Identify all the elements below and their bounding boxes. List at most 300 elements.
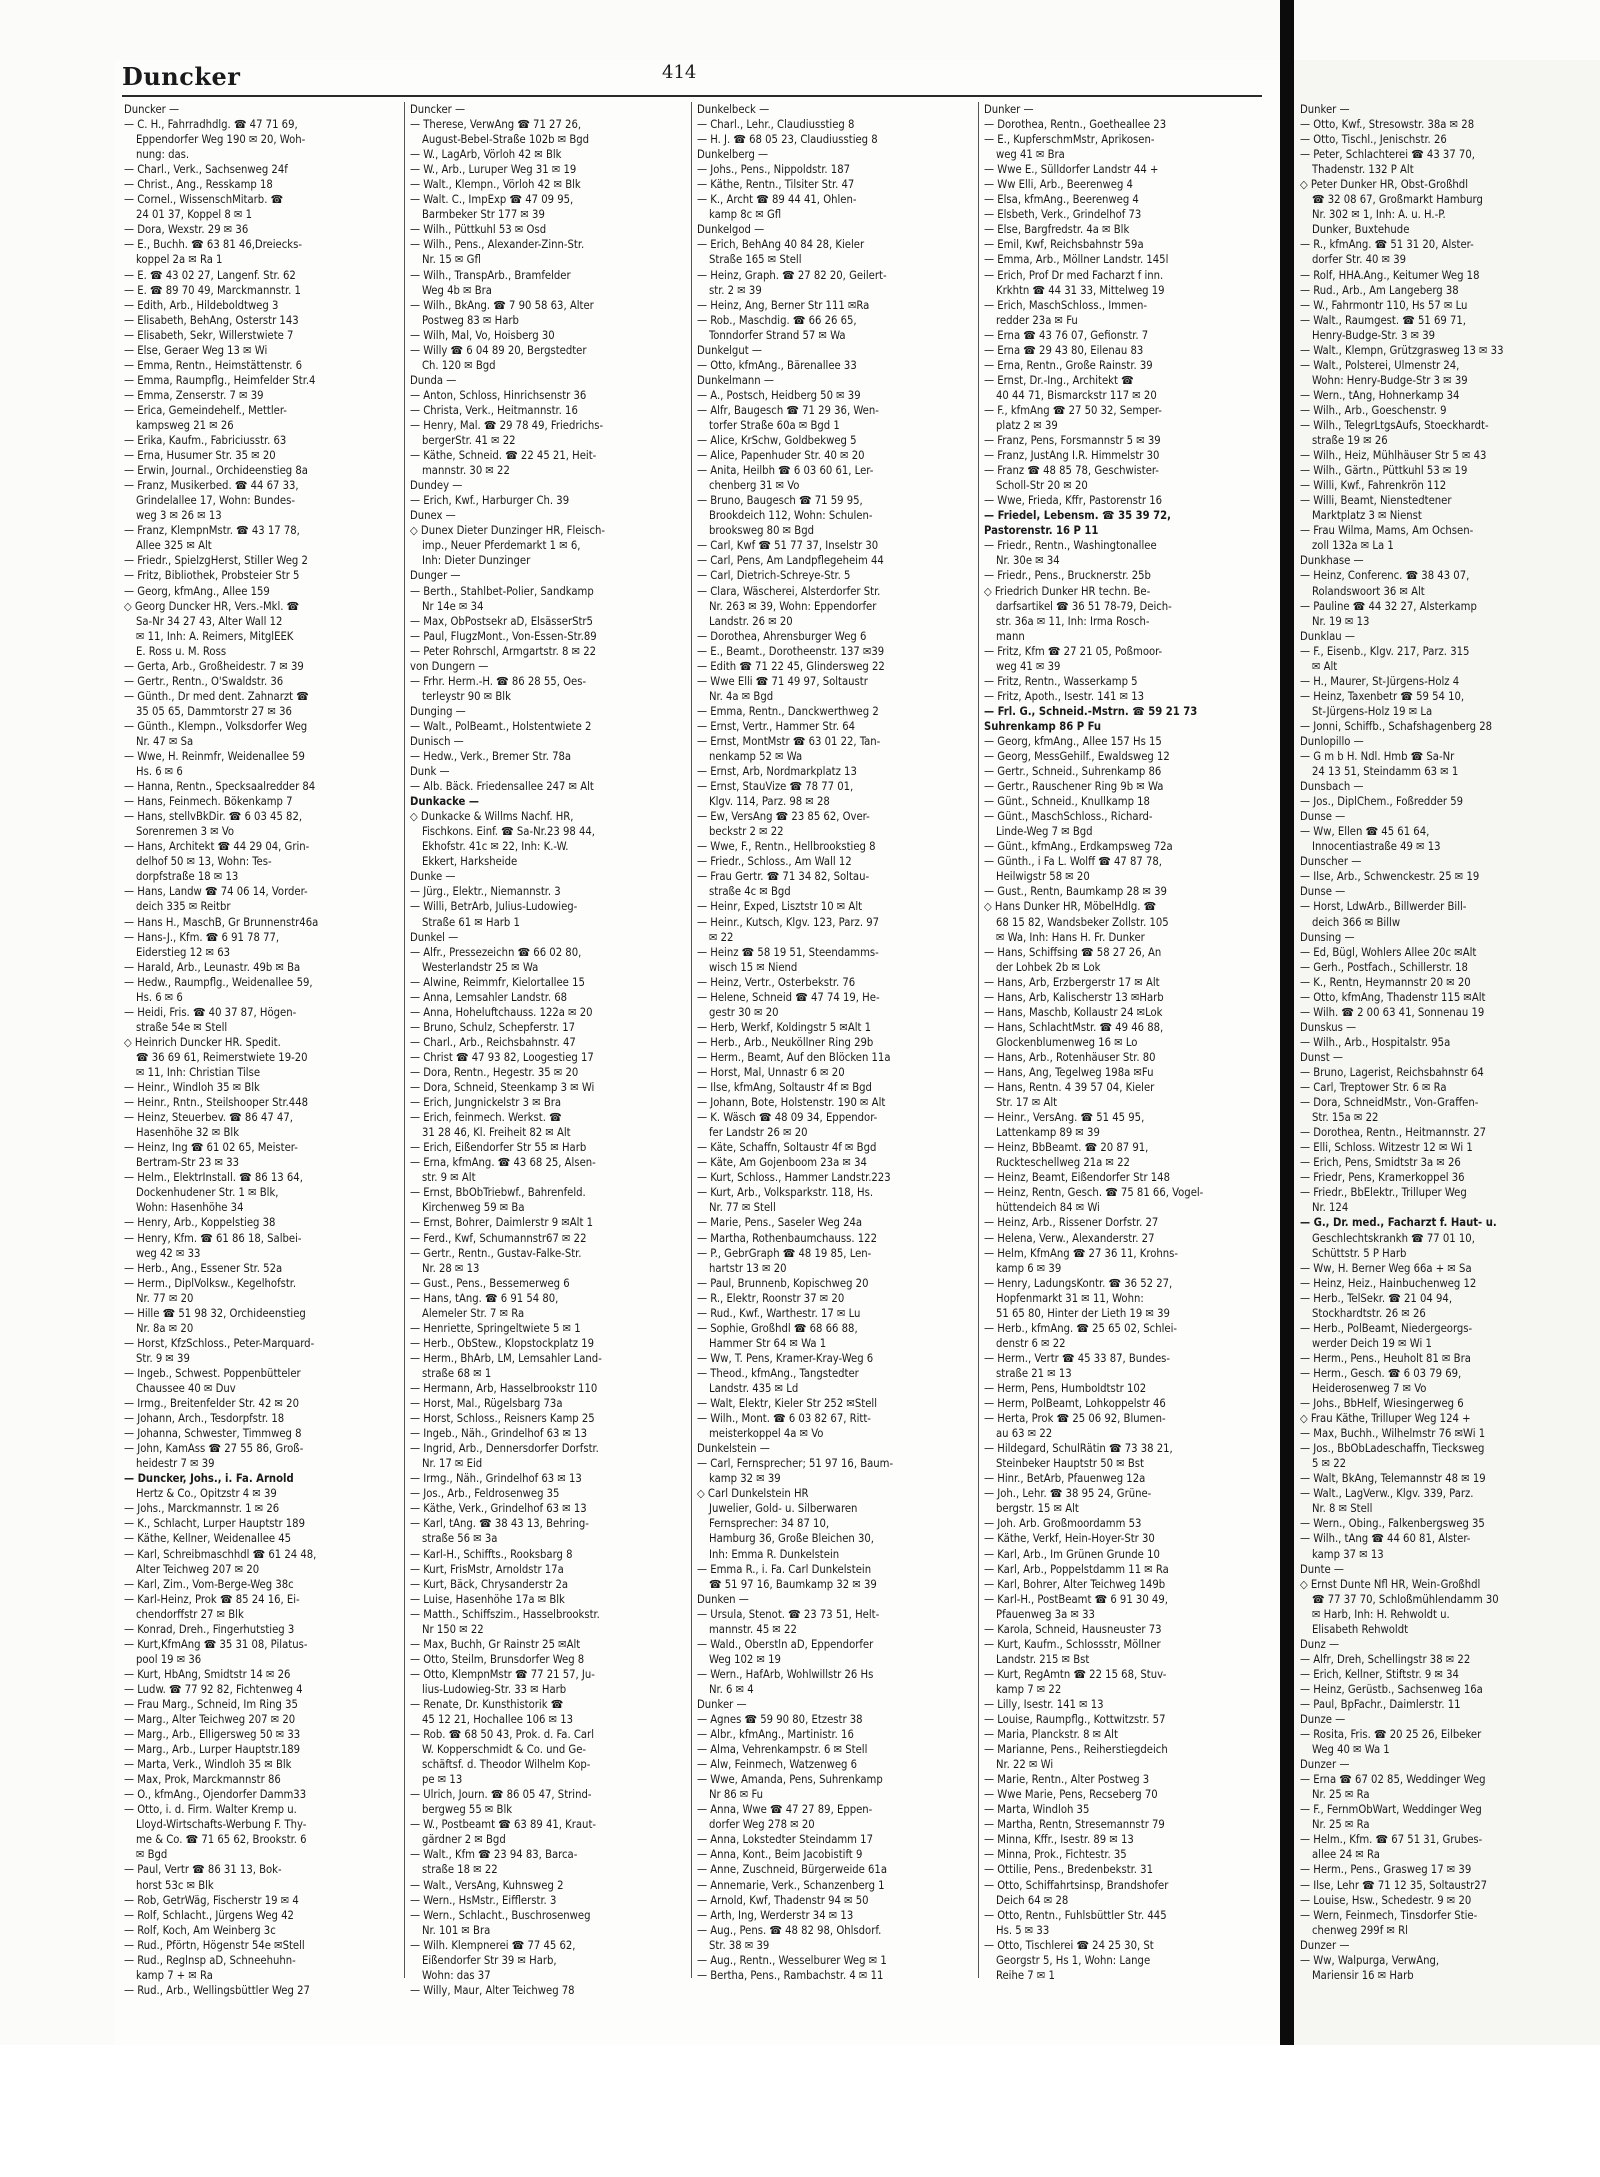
directory-entry: Eiderstieg 12 ✉ 63 — [136, 945, 231, 959]
surname-heading: Dunger — — [410, 569, 461, 583]
directory-entry: — A., Postsch, Heidberg 50 ✉ 39 — [697, 388, 861, 402]
directory-entry: — Ernst, Arb, Nordmarkplatz 13 — [697, 765, 857, 779]
directory-entry: E. Ross u. M. Ross — [136, 644, 227, 658]
directory-entry: Pastorenstr. 16 P 11 — [984, 524, 1099, 538]
surname-heading: Dunke — — [410, 870, 456, 884]
directory-entry: Geschlechtskrankh ☎ 77 01 10, — [1312, 1231, 1475, 1245]
directory-entry: — Erna ☎ 67 02 85, Weddinger Weg — [1300, 1773, 1486, 1787]
directory-entry: — Franz, Musikerbed. ☎ 44 67 33, — [124, 479, 299, 493]
directory-entry: — Dorothea, Rentn., Goetheallee 23 — [984, 118, 1167, 132]
directory-entry: gestr 30 ✉ 20 — [709, 1005, 779, 1019]
surname-heading: Dunisch — — [410, 734, 464, 748]
directory-entry: — E., KupferschmMstr, Aprikosen- — [984, 133, 1155, 147]
directory-entry: — W., Postbeamt ☎ 63 89 41, Kraut- — [410, 1818, 597, 1832]
directory-entry: Rolandswoort 36 ✉ Alt — [1312, 584, 1425, 598]
directory-entry: — Heinz, Ing ☎ 61 02 65, Meister- — [124, 1141, 298, 1155]
directory-entry: 35 05 65, Dammtorstr 27 ✉ 36 — [136, 704, 292, 718]
directory-entry: — Ernst, Vertr., Hammer Str. 64 — [697, 719, 856, 733]
directory-entry: — Emma, Rentn., Danckwerthweg 2 — [697, 704, 879, 718]
surname-heading: Dunker — — [697, 1697, 747, 1711]
directory-entry: Eißendorfer Str 39 ✉ Harb, — [422, 1953, 557, 1967]
directory-entry: Wohn: Henry-Budge-Str 3 ✉ 39 — [1312, 373, 1468, 387]
surname-heading: Dunkel — — [410, 930, 459, 944]
directory-entry: — Herb., kfmAng. ☎ 25 65 02, Schlei- — [984, 1321, 1178, 1335]
directory-entry: — Sophie, Großhdl ☎ 68 66 88, — [697, 1321, 858, 1335]
directory-entry: — Marg., Arb., Lurper Hauptstr.189 — [124, 1743, 301, 1757]
directory-entry: — Alfr., Pressezeichn ☎ 66 02 80, — [410, 945, 582, 959]
directory-entry: Chaussee 40 ✉ Duv — [136, 1381, 236, 1395]
directory-entry: St-Jürgens-Holz 19 ✉ La — [1312, 704, 1433, 718]
surname-heading: Dunkelgut — — [697, 343, 762, 357]
directory-entry: beckstr 2 ✉ 22 — [709, 825, 784, 839]
directory-entry: — Anita, Heilbh ☎ 6 03 60 61, Ler- — [697, 464, 874, 478]
directory-entry: 24 01 37, Koppel 8 ✉ 1 — [136, 208, 252, 222]
directory-entry: kampsweg 21 ✉ 26 — [136, 418, 234, 432]
directory-entry: — Anton, Schloss, Hinrichsenstr 36 — [410, 388, 587, 402]
directory-entry: — Herb., PolBeamt, Niedergeorgs- — [1300, 1321, 1473, 1335]
directory-entry: kamp 7 + ✉ Ra — [136, 1968, 213, 1982]
directory-entry: — Heinz, Conferenc. ☎ 38 43 07, — [1300, 569, 1470, 583]
directory-entry: — Elli, Schloss. Witzestr 12 ✉ Wi 1 — [1300, 1141, 1473, 1155]
directory-entry: Weg 40 ✉ Wa 1 — [1312, 1743, 1390, 1757]
directory-entry: lius-Ludowieg-Str. 33 ✉ Harb — [422, 1682, 567, 1696]
surname-heading: Dunzer — — [1300, 1938, 1350, 1952]
directory-entry: pe ✉ 13 — [422, 1773, 463, 1787]
directory-entry: — Jos., Arb., Feldrosenweg 35 — [410, 1487, 560, 1501]
directory-entry: — Aug., Pens. ☎ 48 82 98, Ohlsdorf. — [697, 1923, 882, 1937]
directory-entry: — Heidi, Fris. ☎ 40 37 87, Högen- — [124, 1005, 297, 1019]
directory-entry: — Friedr., SpielzgHerst, Stiller Weg 2 — [124, 554, 308, 568]
directory-entry: — Wilh., Arb., Goeschenstr. 9 — [1300, 403, 1447, 417]
directory-entry: ◇ Georg Duncker HR, Vers.-Mkl. ☎ — [124, 599, 300, 613]
surname-heading: Dunker — — [1300, 103, 1350, 116]
directory-entry: — Else, Bargfredstr. 4a ✉ Blk — [984, 223, 1130, 237]
directory-entry: straße 21 ✉ 13 — [996, 1366, 1072, 1380]
directory-entry: — Emma, Arb., Möllner Landstr. 145l — [984, 253, 1169, 267]
directory-entry: Nr. 22 ✉ Wi — [996, 1758, 1054, 1772]
directory-entry: — Willi, BetrArb, Julius-Ludowieg- — [410, 900, 578, 914]
directory-entry: Nr. 28 ✉ 13 — [422, 1261, 480, 1275]
directory-entry: wisch 15 ✉ Niend — [709, 960, 798, 974]
directory-entry: — Luise, Hasenhöhe 17a ✉ Blk — [410, 1592, 565, 1606]
directory-entry: Schüttstr. 5 P Harb — [1312, 1246, 1407, 1260]
directory-entry: — Bruno, Lagerist, Reichsbahnstr 64 — [1300, 1066, 1484, 1079]
binding-gutter — [1280, 0, 1294, 2177]
directory-entry: dorpfstraße 18 ✉ 13 — [136, 870, 239, 884]
directory-entry: — Ernst, Bohrer, Daimlerstr 9 ✉Alt 1 — [410, 1216, 593, 1230]
directory-entry: Nr. 25 ✉ Ra — [1312, 1818, 1370, 1832]
directory-entry: — Otto, Kwf., Stresowstr. 38a ✉ 28 — [1300, 118, 1475, 132]
directory-entry: Bertram-Str 23 ✉ 33 — [136, 1156, 240, 1170]
directory-entry: — Irmg., Näh., Grindelhof 63 ✉ 13 — [410, 1472, 582, 1486]
directory-entry: — Horst, Mal., Rügelsbarg 73a — [410, 1397, 563, 1411]
directory-entry: — Kurt, Arb., Volksparkstr. 118, Hs. — [697, 1186, 874, 1200]
directory-entry: — Walt., PolBeamt., Holstentwiete 2 — [410, 719, 592, 733]
directory-entry: — Alma, Vehrenkampstr. 6 ✉ Stell — [697, 1743, 868, 1757]
directory-entry: — Rolf, HHA.Ang., Keitumer Weg 18 — [1300, 268, 1480, 282]
directory-entry: bergerStr. 41 ✉ 22 — [422, 434, 516, 448]
directory-entry: Nr. 6 ✉ 4 — [709, 1682, 754, 1696]
directory-entry: — Walt., Raumgest. ☎ 51 69 71, — [1300, 313, 1466, 327]
directory-entry: — Kurt, FrisMstr, Arnoldstr 17a — [410, 1562, 564, 1576]
directory-entry: — Gust., Rentn, Baumkamp 28 ✉ 39 — [984, 885, 1167, 899]
directory-entry: straße 56 ✉ 3a — [422, 1532, 498, 1546]
directory-entry: — Ed, Bügl, Wohlers Allee 20c ✉Alt — [1300, 945, 1477, 959]
directory-entry: Grindelallee 17, Wohn: Bundes- — [136, 494, 295, 508]
directory-entry: — Carl, Treptower Str. 6 ✉ Ra — [1300, 1081, 1447, 1095]
directory-entry: Hs. 6 ✉ 6 — [136, 990, 183, 1004]
surname-heading: Dunkelmann — — [697, 373, 774, 387]
directory-entry: — Rud., Kwf., Warthestr. 17 ✉ Lu — [697, 1306, 861, 1320]
directory-entry: — Max, ObPostsekr aD, ElsässerStr5 — [410, 614, 593, 628]
directory-entry: Nr 150 ✉ 22 — [422, 1622, 484, 1636]
directory-entry: schäftsf. d. Theodor Wilhelm Kop- — [422, 1758, 591, 1772]
directory-entry: — Wald., Oberstln aD, Eppendorfer — [697, 1637, 874, 1651]
directory-entry: heidestr 7 ✉ 39 — [136, 1457, 215, 1471]
directory-entry: — Wwe E., Sülldorfer Landstr 44 + — [984, 163, 1159, 177]
directory-entry: — Walt., Klempn., Vörloh 42 ✉ Blk — [410, 178, 581, 192]
directory-entry: 51 65 80, Hinter der Lieth 19 ✉ 39 — [996, 1306, 1170, 1320]
directory-entry: — Theod., kfmAng., Tangstedter — [697, 1366, 859, 1380]
directory-entry: Straße 61 ✉ Harb 1 — [422, 915, 520, 929]
directory-entry: ✉ 22 — [709, 930, 734, 944]
directory-entry: — W., Fahrmontr 110, Hs 57 ✉ Lu — [1300, 298, 1468, 312]
directory-entry: — P., GebrGraph ☎ 48 19 85, Len- — [697, 1246, 872, 1260]
directory-entry: — Ingeb., Schwest. Poppenbütteler — [124, 1366, 301, 1380]
directory-entry: Ch. 120 ✉ Bgd — [422, 358, 496, 372]
directory-entry: — Horst, Schloss., Reisners Kamp 25 — [410, 1412, 595, 1426]
directory-entry: mannstr. 45 ✉ 22 — [709, 1622, 797, 1636]
directory-entry: — Helena, Verw., Alexanderstr. 27 — [984, 1231, 1155, 1245]
directory-entry: — Walt., Polsterei, Ulmenstr 24, — [1300, 358, 1460, 372]
directory-entry: — Alfr, Dreh, Schellingstr 38 ✉ 22 — [1300, 1652, 1471, 1666]
column-divider — [978, 102, 979, 1978]
directory-entry: au 63 ✉ 22 — [996, 1427, 1053, 1441]
directory-entry: — Dorothea, Ahrensburger Weg 6 — [697, 629, 867, 643]
directory-entry: — Heinz, Beamt, Eißendorfer Str 148 — [984, 1171, 1170, 1185]
directory-entry: — Friedr., Pens., Brucknerstr. 25b — [984, 569, 1151, 583]
directory-entry: — Walt., Kfm ☎ 23 94 83, Barca- — [410, 1848, 578, 1862]
directory-entry: — Heinr., Rntn., Steilshooper Str.448 — [124, 1096, 309, 1110]
surname-heading: Dunst — — [1300, 1050, 1343, 1064]
directory-entry: — Martha, Rothenbaumchauss. 122 — [697, 1231, 877, 1245]
directory-entry: Lattenkamp 89 ✉ 39 — [996, 1126, 1100, 1140]
directory-entry: — Horst, Mal, Unnastr 6 ✉ 20 — [697, 1066, 845, 1079]
header-rule — [122, 95, 1262, 97]
directory-entry: denstr 6 ✉ 22 — [996, 1336, 1066, 1350]
directory-entry: — F., FernmObWart, Weddinger Weg — [1300, 1803, 1482, 1817]
directory-entry: — Frl. G., Schneid.-Mstrn. ☎ 59 21 73 — [984, 704, 1198, 718]
directory-entry: — Erna ☎ 43 76 07, Gefionstr. 7 — [984, 328, 1149, 342]
directory-entry: — Herm., Gesch. ☎ 6 03 79 69, — [1300, 1366, 1462, 1380]
directory-entry: — Ilse, kfmAng, Soltaustr 4f ✉ Bgd — [697, 1081, 872, 1095]
directory-entry: Postweg 83 ✉ Harb — [422, 313, 519, 327]
directory-entry: — Wwe, H. Reinmfr, Weidenallee 59 — [124, 750, 305, 764]
directory-entry: bergweg 55 ✉ Blk — [422, 1803, 513, 1817]
directory-entry: Nr. 124 — [1312, 1201, 1349, 1215]
directory-entry: Sorenremen 3 ✉ Vo — [136, 825, 235, 839]
directory-entry: — Karl-Heinz, Prok ☎ 85 24 16, Ei- — [124, 1592, 300, 1606]
directory-entry: — Otto, i. d. Firm. Walter Kremp u. — [124, 1803, 297, 1817]
directory-entry: Nr. 8 ✉ Stell — [1312, 1502, 1373, 1516]
directory-entry: ☎ 36 69 61, Reimerstwiete 19-20 — [136, 1050, 308, 1064]
directory-entry: ✉ 11, Inh: Christian Tilse — [136, 1066, 261, 1079]
directory-column-3 — [697, 102, 969, 1983]
surname-heading: Dunlopillo — — [1300, 734, 1364, 748]
directory-entry: — Hans, Rentn. 4 39 57 04, Kieler — [984, 1081, 1155, 1095]
directory-entry: — Günt., kfmAng., Erdkampsweg 72a — [984, 840, 1173, 854]
directory-entry: — Günth., i Fa L. Wolff ☎ 47 87 78, — [984, 855, 1162, 869]
directory-entry: ◇ Peter Dunker HR, Obst-Großhdl — [1300, 178, 1468, 192]
directory-entry: — Rolf, Schlacht., Jürgens Weg 42 — [124, 1908, 294, 1922]
directory-entry: — Herm, Pens, Humboldtstr 102 — [984, 1381, 1147, 1395]
directory-entry: — Karl-H., PostBeamt ☎ 6 91 30 49, — [984, 1592, 1168, 1606]
directory-entry: — Henry, LadungsKontr. ☎ 36 52 27, — [984, 1276, 1173, 1290]
directory-entry: gärdner 2 ✉ Bgd — [422, 1833, 506, 1847]
directory-entry: — Gertr., Rentn., Gustav-Falke-Str. — [410, 1246, 582, 1260]
directory-entry: — Wwe, Amanda, Pens, Suhrenkamp — [697, 1773, 883, 1787]
directory-entry: Str. 17 ✉ Alt — [996, 1096, 1058, 1110]
directory-entry: — Kurt,KfmAng ☎ 35 31 08, Pilatus- — [124, 1637, 308, 1651]
directory-entry: — Joh., Lehr. ☎ 38 95 24, Grüne- — [984, 1487, 1152, 1501]
directory-entry: — Otto, Tischlerei ☎ 24 25 30, St — [984, 1938, 1154, 1952]
directory-entry: Hertz & Co., Opitzstr 4 ✉ 39 — [136, 1487, 277, 1501]
directory-entry: — Agnes ☎ 59 90 80, Etzestr 38 — [697, 1713, 863, 1727]
directory-entry: — Heinr., Windloh 35 ✉ Blk — [124, 1081, 260, 1095]
directory-entry: — Christ ☎ 47 93 82, Loogestieg 17 — [410, 1050, 594, 1064]
directory-entry: — Kurt, RegAmtn ☎ 22 15 68, Stuv- — [984, 1667, 1167, 1681]
directory-entry: straße 54e ✉ Stell — [136, 1020, 228, 1034]
directory-entry: — Ilse, Arb., Schwenckestr. 25 ✉ 19 — [1300, 870, 1480, 884]
directory-entry: meisterkoppel 4a ✉ Vo — [709, 1427, 824, 1441]
directory-column-4 — [984, 102, 1256, 1983]
directory-entry: — Maria, Planckstr. 8 ✉ Alt — [984, 1728, 1118, 1742]
directory-entry: dorfer Str. 40 ✉ 39 — [1312, 253, 1407, 267]
directory-entry: Wohn: das 37 — [422, 1968, 491, 1982]
directory-entry: — Helm., ElektrInstall. ☎ 86 13 64, — [124, 1171, 303, 1185]
directory-entry: — Therese, VerwAng ☎ 71 27 26, — [410, 118, 582, 132]
directory-entry: — Ursula, Stenot. ☎ 23 73 51, Helt- — [697, 1607, 880, 1621]
directory-entry: — Walt., VersAng, Kuhnsweg 2 — [410, 1878, 564, 1892]
surname-heading: Dunze — — [1300, 1713, 1346, 1727]
directory-entry: — E. ☎ 89 70 49, Marckmannstr. 1 — [124, 283, 301, 297]
directory-entry: — Wern., HsMstr., Eifflerstr. 3 — [410, 1893, 557, 1907]
directory-entry: — Charl., Arb., Reichsbahnstr. 47 — [410, 1035, 576, 1049]
surname-heading: Dunex — — [410, 509, 456, 523]
surname-heading: Duncker — — [124, 103, 180, 116]
directory-entry: — Pauline ☎ 44 32 27, Alsterkamp — [1300, 599, 1477, 613]
directory-entry: Glockenblumenweg 16 ✉ Lo — [996, 1035, 1138, 1049]
directory-entry: ◇ Heinrich Duncker HR. Spedit. — [124, 1035, 281, 1049]
directory-entry: — Wilh., Gärtn., Püttkuhl 53 ✉ 19 — [1300, 464, 1468, 478]
directory-entry: — Franz, JustAng I.R. Himmelstr 30 — [984, 449, 1160, 463]
directory-entry: — Wilh., Pens., Alexander-Zinn-Str. — [410, 238, 585, 252]
directory-entry: — Erich, MaschSchloss., Immen- — [984, 298, 1147, 312]
directory-entry: Nr. 77 ✉ Stell — [709, 1201, 776, 1215]
directory-entry: — Johs., Pens., Nippoldstr. 187 — [697, 163, 851, 177]
surname-heading: Dunzer — — [1300, 1758, 1350, 1772]
directory-entry: — Edith ☎ 71 22 45, Glindersweg 22 — [697, 659, 885, 673]
directory-entry: — Rud., Arb., Am Langeberg 38 — [1300, 283, 1459, 297]
directory-entry: — Wern., HafArb, Wohlwillstr 26 Hs — [697, 1667, 874, 1681]
directory-entry: — Willi, Beamt, Nienstedtener — [1300, 494, 1452, 508]
directory-entry: — H. J. ☎ 68 05 23, Claudiusstieg 8 — [697, 133, 878, 147]
directory-entry: — H., Maurer, St-Jürgens-Holz 4 — [1300, 674, 1460, 688]
directory-entry: — G m b H. Ndl. Hmb ☎ Sa-Nr — [1300, 750, 1455, 764]
directory-entry: — Peter Rohrschl, Armgartstr. 8 ✉ 22 — [410, 644, 597, 658]
directory-entry: — Willy, Maur, Alter Teichweg 78 — [410, 1983, 575, 1997]
directory-entry: — Wwe, F., Rentn., Hellbrookstieg 8 — [697, 840, 876, 854]
surname-heading: Dunda — — [410, 373, 457, 387]
surname-heading: Dunkhase — — [1300, 554, 1364, 568]
directory-entry: — Wwe Elli ☎ 71 49 97, Soltaustr — [697, 674, 868, 688]
directory-entry: — Ulrich, Journ. ☎ 86 05 47, Strind- — [410, 1788, 592, 1802]
directory-entry: bergstr. 15 ✉ Alt — [996, 1502, 1079, 1516]
running-header-name: Duncker — [122, 62, 241, 91]
directory-entry: — Rud., Pförtn, Högenstr 54e ✉Stell — [124, 1938, 305, 1952]
directory-entry: — Wilh., BkAng. ☎ 7 90 58 63, Alter — [410, 298, 594, 312]
directory-entry: — Jos., DiplChem., Foßredder 59 — [1300, 795, 1464, 809]
directory-entry: — Dora, Rentn., Hegestr. 35 ✉ 20 — [410, 1066, 579, 1079]
surname-heading: Dunkelberg — — [697, 148, 769, 162]
directory-entry: — Hans, Maschb, Kollaustr 24 ✉Lok — [984, 1005, 1163, 1019]
directory-entry: — Heinr., Kutsch, Klgv. 123, Parz. 97 — [697, 915, 880, 929]
directory-entry: Barmbeker Str 177 ✉ 39 — [422, 208, 545, 222]
directory-entry: mannstr. 30 ✉ 22 — [422, 464, 510, 478]
directory-entry: Nr. 8a ✉ 20 — [136, 1321, 194, 1335]
directory-entry: — K., Archt ☎ 89 44 41, Ohlen- — [697, 193, 857, 207]
directory-entry: Henry-Budge-Str. 3 ✉ 39 — [1312, 328, 1436, 342]
directory-entry: Thadenstr. 132 P Alt — [1312, 163, 1414, 177]
directory-entry: — Franz, KlempnMstr. ☎ 43 17 78, — [124, 524, 300, 538]
directory-entry: str. 2 ✉ 39 — [709, 283, 762, 297]
surname-heading: Dunk — — [410, 765, 450, 779]
surname-heading: Dunging — — [410, 704, 466, 718]
directory-entry: — Erich, Jungnickelstr 3 ✉ Bra — [410, 1096, 562, 1110]
directory-entry: — Edith, Arb., Hildeboldtweg 3 — [124, 298, 279, 312]
directory-entry: — Hans, Landw ☎ 74 06 14, Vorder- — [124, 885, 308, 899]
directory-entry: dorfer Weg 278 ✉ 20 — [709, 1818, 815, 1832]
surname-heading: Dunken — — [697, 1592, 749, 1606]
directory-entry: — Hedw., Raumpflg., Weidenallee 59, — [124, 975, 313, 989]
directory-entry: — Karl, Arb., Im Grünen Grunde 10 — [984, 1547, 1160, 1561]
directory-entry: — Georg, MessGehilf., Ewaldsweg 12 — [984, 750, 1170, 764]
directory-entry: — Paul, BpFachr., Daimlerstr. 11 — [1300, 1697, 1461, 1711]
directory-entry: — Hans, Feinmech. Bökenkamp 7 — [124, 795, 293, 809]
directory-entry: — Hans, stellvBkDir. ☎ 6 03 45 82, — [124, 810, 303, 824]
directory-entry: Nr. 30e ✉ 34 — [996, 554, 1060, 568]
directory-entry: Georgstr 5, Hs 1, Wohn: Lange — [996, 1953, 1151, 1967]
directory-entry: Nr. 47 ✉ Sa — [136, 734, 194, 748]
directory-entry: — Elsbeth, Verk., Grindelhof 73 — [984, 208, 1142, 222]
directory-entry: allee 24 ✉ Ra — [1312, 1848, 1380, 1862]
directory-entry: — Martha, Rentn, Stresemannstr 79 — [984, 1818, 1165, 1832]
directory-entry: — Ew, VersAng ☎ 23 85 62, Over- — [697, 810, 870, 824]
directory-entry: kamp 37 ✉ 13 — [1312, 1547, 1384, 1561]
directory-entry: — Emma, Raumpflg., Heimfelder Str.4 — [124, 373, 316, 387]
directory-entry: pool 19 ✉ 36 — [136, 1652, 202, 1666]
surname-heading: Dunker — — [984, 103, 1034, 116]
directory-entry: — Peter, Schlachterei ☎ 43 37 70, — [1300, 148, 1475, 162]
directory-entry: — Käthe, Rentn., Tilsiter Str. 47 — [697, 178, 855, 192]
directory-entry: — Johanna, Schwester, Timmweg 8 — [124, 1427, 302, 1441]
surname-heading: Dunse — — [1300, 810, 1346, 824]
surname-heading: Dunz — — [1300, 1637, 1340, 1651]
directory-entry: — Dorothea, Rentn., Heitmannstr. 27 — [1300, 1126, 1487, 1140]
surname-heading: Dunkelbeck — — [697, 103, 770, 116]
surname-heading: Dunsbach — — [1300, 780, 1364, 794]
directory-entry: — Jos., BbObLadeschaffn, Tiecksweg — [1300, 1442, 1485, 1456]
directory-entry: — Erich, Eißendorfer Str 55 ✉ Harb — [410, 1141, 587, 1155]
directory-entry: — Rob. ☎ 68 50 43, Prok. d. Fa. Carl — [410, 1728, 594, 1742]
directory-entry: Klgv. 114, Parz. 98 ✉ 28 — [709, 795, 830, 809]
directory-entry: — Frau Marg., Schneid, Im Ring 35 — [124, 1697, 298, 1711]
directory-entry: — Herb, Werkf, Koldingstr 5 ✉Alt 1 — [697, 1020, 872, 1034]
directory-entry: Nr. 19 ✉ 13 — [1312, 614, 1370, 628]
directory-entry: — Alw, Feinmech, Watzenweg 6 — [697, 1758, 858, 1772]
directory-entry: koppel 2a ✉ Ra 1 — [136, 253, 223, 267]
surname-heading: Dunse — — [1300, 885, 1346, 899]
directory-entry: 24 13 51, Steindamm 63 ✉ 1 — [1312, 765, 1459, 779]
directory-entry: — Walt, Elektr, Kieler Str 252 ✉Stell — [697, 1397, 877, 1411]
directory-entry: — Herm., Pens., Heuholt 81 ✉ Bra — [1300, 1351, 1471, 1365]
directory-entry: — Charl., Lehr., Claudiusstieg 8 — [697, 118, 855, 132]
directory-entry: — Herm., Pens., Grasweg 17 ✉ 39 — [1300, 1863, 1472, 1877]
directory-entry: — Renate, Dr. Kunsthistorik ☎ — [410, 1697, 564, 1711]
directory-entry: — Hans, Schiffsing ☎ 58 27 26, An — [984, 945, 1162, 959]
directory-entry: — Harald, Arb., Leunastr. 49b ✉ Ba — [124, 960, 301, 974]
directory-entry: — Helm., Kfm. ☎ 67 51 31, Grubes- — [1300, 1833, 1483, 1847]
directory-entry: Nr. 302 ✉ 1, Inh: A. u. H.-P. — [1312, 208, 1446, 222]
directory-entry: — Friedr., Schloss., Am Wall 12 — [697, 855, 852, 869]
directory-entry: — Rud., Arb., Wellingsbüttler Weg 27 — [124, 1983, 310, 1997]
directory-entry: ◇ Friedrich Dunker HR techn. Be- — [984, 584, 1151, 598]
directory-entry: — Anna, Kont., Beim Jacobistift 9 — [697, 1848, 863, 1862]
directory-entry: weg 41 ✉ Bra — [996, 148, 1065, 162]
directory-entry: — Anna, Lokstedter Steindamm 17 — [697, 1833, 873, 1847]
directory-entry: — Max, Buchh, Gr Rainstr 25 ✉Alt — [410, 1637, 581, 1651]
directory-entry: — Heinz, Gerüstb., Sachsenweg 16a — [1300, 1682, 1483, 1696]
directory-entry: — E., Beamt., Dorotheenstr. 137 ✉39 — [697, 644, 885, 658]
directory-entry: Inh: Dieter Dunzinger — [422, 554, 531, 568]
directory-entry: Landstr. 26 ✉ 20 — [709, 614, 793, 628]
directory-entry: horst 53c ✉ Blk — [136, 1878, 214, 1892]
directory-entry: Lloyd-Wirtschafts-Werbung F. Thy- — [136, 1818, 307, 1832]
directory-entry: — Minna, Kffr., Isestr. 89 ✉ 13 — [984, 1833, 1134, 1847]
directory-entry: — Emil, Kwf, Reichsbahnstr 59a — [984, 238, 1144, 252]
directory-entry: — Carl, Kwf ☎ 51 77 37, Inselstr 30 — [697, 539, 879, 553]
directory-entry: — Walt. C., ImpExp ☎ 47 09 95, — [410, 193, 574, 207]
directory-entry: Ruckteschellweg 21a ✉ 22 — [996, 1156, 1130, 1170]
directory-entry: ☎ 32 08 67, Großmarkt Hamburg — [1312, 193, 1483, 207]
directory-entry: Alter Teichweg 207 ✉ 20 — [136, 1562, 260, 1576]
directory-entry: — Heinz, Heiz., Hainbuchenweg 12 — [1300, 1276, 1477, 1290]
directory-entry: Landstr. 435 ✉ Ld — [709, 1381, 799, 1395]
directory-entry: — Heinz, Ang, Berner Str 111 ✉Ra — [697, 298, 870, 312]
directory-entry: Hopfenmarkt 31 ✉ 11, Wohn: — [996, 1291, 1144, 1305]
directory-entry: — Friedr, Pens, Kramerkoppel 36 — [1300, 1171, 1465, 1185]
directory-entry: deich 335 ✉ Reitbr — [136, 900, 231, 914]
directory-entry: — Günth., Dr med dent. Zahnarzt ☎ — [124, 689, 309, 703]
directory-entry: — Gerh., Postfach., Schillerstr. 18 — [1300, 960, 1468, 974]
directory-entry: — Günt., Schneid., Knullkamp 18 — [984, 795, 1150, 809]
directory-entry: — Arth, Ing, Werderstr 34 ✉ 13 — [697, 1908, 854, 1922]
directory-entry: — Heinr., VersAng. ☎ 51 45 95, — [984, 1111, 1145, 1125]
directory-entry: — Frau Gertr. ☎ 71 34 82, Soltau- — [697, 870, 870, 884]
directory-entry: Ekhofstr. 41c ✉ 22, Inh: K.-W. — [422, 840, 569, 854]
directory-entry: — Erich, Kellner, Stiftstr. 9 ✉ 34 — [1300, 1667, 1459, 1681]
directory-entry: Hammer Str 64 ✉ Wa 1 — [709, 1336, 827, 1350]
